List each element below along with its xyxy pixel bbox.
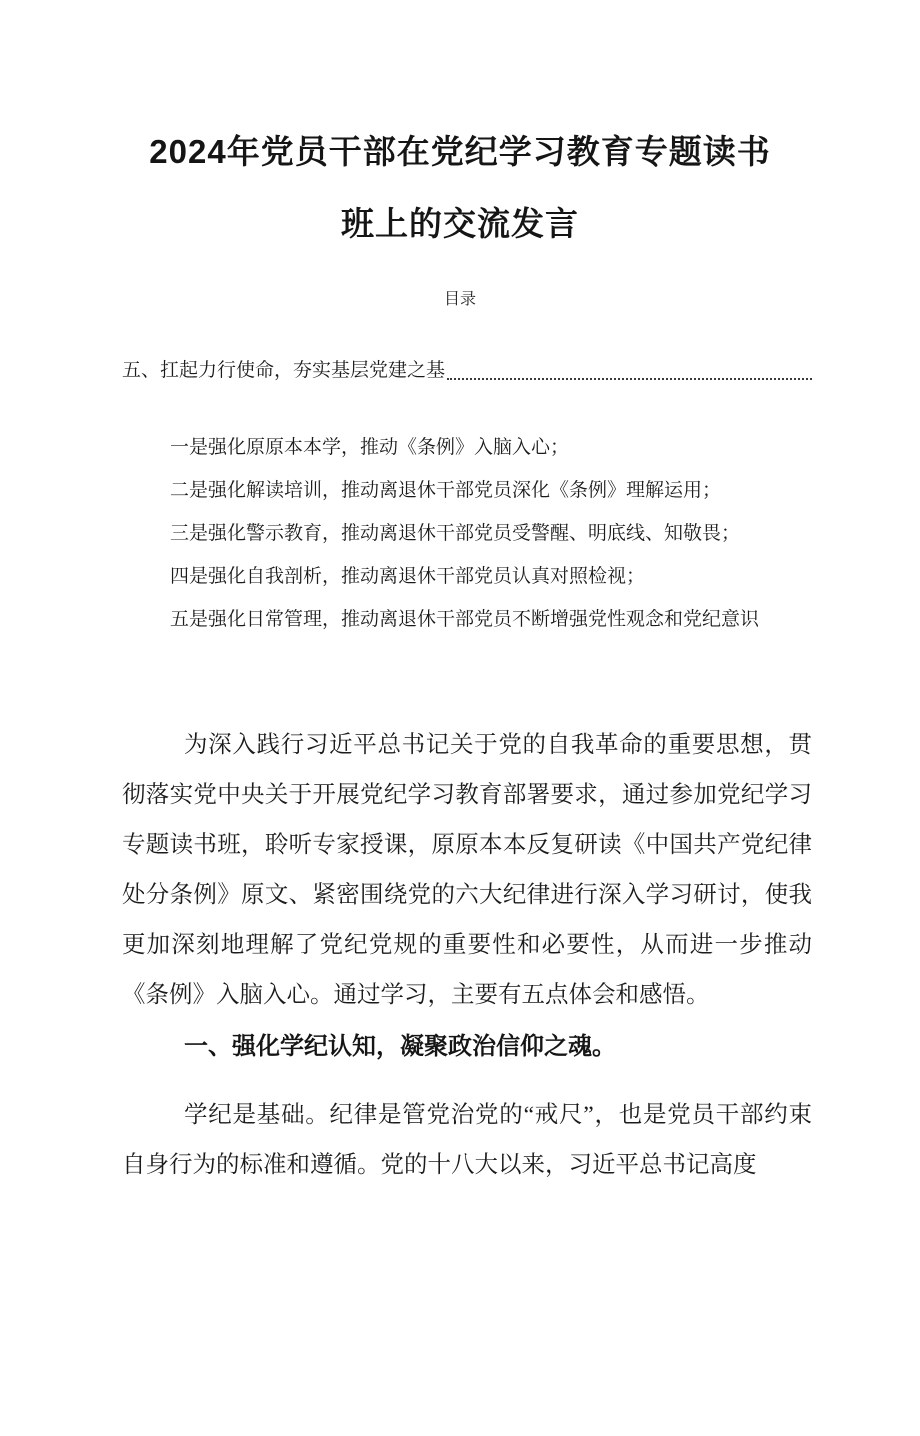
toc-subitem: 一是强化原原本本学，推动《条例》入脑入心； — [170, 437, 570, 458]
toc-subitem-list — [122, 426, 812, 641]
document-title-line2: 班上的交流发言 — [341, 205, 579, 242]
toc-heading: 目录 — [443, 291, 476, 308]
toc-entry-row — [122, 358, 812, 384]
body-paragraph-1: 为深入践行习近平总书记关于党的自我革命的重要思想，贯彻落实党中央关于开展党纪学习教育部署要求，通过参加党纪学习专题读书班，聆听专家授课，原原本本反复研读《中国共产党纪律处分条例》原文、紧密围绕党的六大纪律进行深入学习研讨，使我更加深刻地理解了党纪党规的重要性和必要性，从而进一步推动《条例》入脑入心。通过学习，主要有五点体会和感悟。 — [122, 732, 812, 1008]
toc-entry-text: 五、扛起力行使命，夯实基层党建之基 — [122, 360, 446, 381]
document-title — [0, 135, 920, 240]
toc-subitem: 三是强化警示教育，推动离退休干部党员受警醒、明底线、知敬畏； — [170, 523, 741, 544]
section-heading-1: 一、强化学纪认知，凝聚政治信仰之魂。 — [184, 1033, 616, 1060]
body-paragraph-2: 学纪是基础。纪律是管党治党的“戒尺”，也是党员干部约束自身行为的标准和遵循。党的十八大以来，习近平总书记高度 — [122, 1102, 812, 1178]
toc-subitem: 五是强化日常管理，推动离退休干部党员不断增强党性观念和党纪意识 — [170, 609, 760, 630]
toc-subitem: 四是强化自我剖析，推动离退休干部党员认真对照检视； — [170, 566, 646, 587]
document-title-line1: 2024年党员干部在党纪学习教育专题读书 — [149, 133, 771, 170]
document-page — [0, 135, 920, 1436]
content-column — [122, 358, 812, 1190]
toc-dot-leader — [447, 378, 812, 380]
toc-subitem: 二是强化解读培训，推动离退休干部党员深化《条例》理解运用； — [170, 480, 722, 501]
